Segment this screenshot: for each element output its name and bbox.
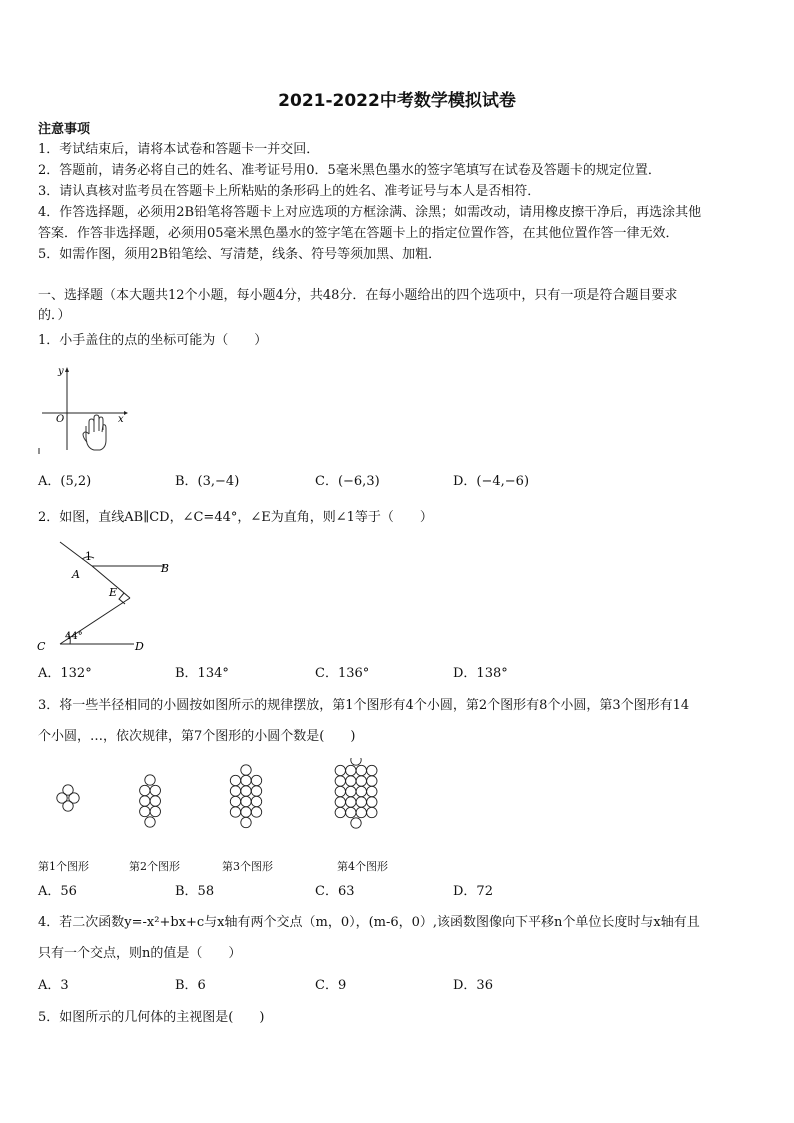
circle-pattern-figure [30,758,430,854]
small-circle-fig2 [140,796,150,806]
notice-item: 答案．作答非选择题，必须用05毫米黑色墨水的签字笔在答题卡上的指定位置作答，在其他位置作答一律无效． [38,226,679,241]
section-header: 一、选择题（本大题共12个小题，每小题4分，共48分．在每小题给出的四个选项中，只有一项是符合题目要求 [38,288,678,303]
q4-option-b[interactable]: B．6 [175,978,206,993]
question-3-text: 3．将一些半径相同的小圆按如图所示的规律摆放，第1个图形有4个小圆，第2个图形有8个小圆，第3个图形有14 [38,698,690,713]
small-circle-fig4 [346,797,356,807]
notice-heading: 注意事项 [38,122,91,137]
small-circle-fig4 [356,807,366,817]
point-e-label: E [109,586,118,599]
q3-option-c[interactable]: C．63 [315,884,355,899]
small-circle-fig4 [356,765,366,775]
small-circle-fig3 [241,765,251,775]
small-circle-fig2 [145,775,155,785]
figure-2-caption: 第2个图形 [129,860,180,873]
q1-option-a[interactable]: A．(5,2) [38,474,92,489]
small-circle-fig4 [335,807,345,817]
figure-1-caption: 第1个图形 [38,860,89,873]
small-circle-fig4 [346,776,356,786]
small-circle-fig2 [145,817,155,827]
small-circle-fig1 [63,801,73,811]
q4-option-a[interactable]: A．3 [38,978,69,993]
q2-option-a[interactable]: A．132° [38,666,92,681]
q2-option-c[interactable]: C．136° [315,666,370,681]
small-circle-fig4 [351,758,361,765]
small-circle-fig3 [241,786,251,796]
small-circle-fig4 [367,776,377,786]
small-circle-fig4 [335,797,345,807]
small-circle-fig3 [251,807,261,817]
small-circle-fig2 [150,785,160,795]
small-circle-fig4 [346,786,356,796]
small-circle-fig4 [367,797,377,807]
small-circle-fig4 [356,797,366,807]
q2-option-b[interactable]: B．134° [175,666,229,681]
small-circle-fig3 [230,786,240,796]
y-axis-arrow [65,367,69,372]
notice-item: 4．作答选择题，必须用2B铅笔将答题卡上对应选项的方框涂满、涂黑；如需改动，请用橡皮擦干净后，再选涂其他 [38,205,702,220]
question-5-text: 5．如图所示的几何体的主视图是( ) [38,1010,265,1025]
origin-label: O [56,414,65,425]
small-circle-fig3 [251,796,261,806]
small-circle-fig4 [367,786,377,796]
small-circle-fig1 [63,785,73,795]
coordinate-figure [36,364,136,456]
small-circle-fig4 [367,807,377,817]
small-circle-fig3 [230,775,240,785]
notice-item: 2．答题前，请务必将自己的姓名、准考证号用0．5毫米黑色墨水的签字笔填写在试卷及答题卡的规定位置． [38,163,661,178]
small-circle-fig4 [335,786,345,796]
small-circle-fig3 [241,796,251,806]
section-header-cont: 的．） [38,308,71,323]
point-a-label: A [72,568,80,581]
small-circle-fig2 [140,785,150,795]
x-axis-arrow [124,411,128,415]
small-circle-fig3 [241,775,251,785]
q3-option-a[interactable]: A．56 [38,884,77,899]
small-circle-fig4 [367,765,377,775]
x-axis-label: x [118,414,124,425]
angle-1-label: 1 [85,550,92,563]
notice-item: 3．请认真核对监考员在答题卡上所粘贴的条形码上的姓名、准考证号与本人是否相符． [38,184,541,199]
small-circle-fig2 [150,806,160,816]
small-circle-fig3 [230,807,240,817]
question-1-text: 1．小手盖住的点的坐标可能为（ ） [38,333,268,348]
question-4-text-cont: 只有一个交点，则n的值是（ ） [38,946,242,961]
point-b-label: B [160,562,169,575]
hand-icon [83,415,106,450]
q1-option-d[interactable]: D．(−4,−6) [453,474,530,489]
question-3-text-cont: 个小圆，…，依次规律，第7个图形的小圆个数是( ) [38,729,356,744]
question-2-text: 2．如图，直线AB∥CD，∠C=44°，∠E为直角，则∠1等于（ ） [38,510,433,525]
small-circle-fig4 [346,765,356,775]
small-circle-fig2 [140,806,150,816]
figure-4-caption: 第4个图形 [337,860,388,873]
small-circle-fig4 [346,807,356,817]
y-axis-label: y [58,366,64,377]
q4-option-c[interactable]: C．9 [315,978,347,993]
point-d-label: D [135,640,144,653]
small-circle-fig4 [351,818,361,828]
page-title: 2021-2022中考数学模拟试卷 [278,91,516,111]
q4-option-d[interactable]: D．36 [453,978,493,993]
small-circle-fig3 [251,775,261,785]
q2-option-d[interactable]: D．138° [453,666,508,681]
angle-44-label: 44° [65,631,83,642]
small-circle-fig3 [241,817,251,827]
small-circle-fig2 [150,796,160,806]
notice-item: 5．如需作图，须用2B铅笔绘、写清楚，线条、符号等须加黑、加粗． [38,247,442,262]
small-circle-fig4 [356,786,366,796]
small-circle-fig4 [356,776,366,786]
q3-option-b[interactable]: B．58 [175,884,215,899]
small-circle-fig4 [335,765,345,775]
q1-option-c[interactable]: C．(−6,3) [315,474,380,489]
parallel-lines-figure [30,538,170,658]
notice-item: 1．考试结束后，请将本试卷和答题卡一并交回． [38,142,320,157]
question-4-text: 4．若二次函数y=-x²+bx+c与x轴有两个交点（m，0），(m-6，0）,该函数图像向下平移n个单位长度时与x轴有且 [38,915,700,930]
small-circle-fig3 [251,786,261,796]
q3-option-d[interactable]: D．72 [453,884,493,899]
small-circle-fig3 [230,796,240,806]
point-c-label: C [37,640,46,653]
small-circle-fig3 [241,807,251,817]
small-circle-fig4 [335,776,345,786]
figure-3-caption: 第3个图形 [222,860,273,873]
q1-option-b[interactable]: B．(3,−4) [175,474,240,489]
